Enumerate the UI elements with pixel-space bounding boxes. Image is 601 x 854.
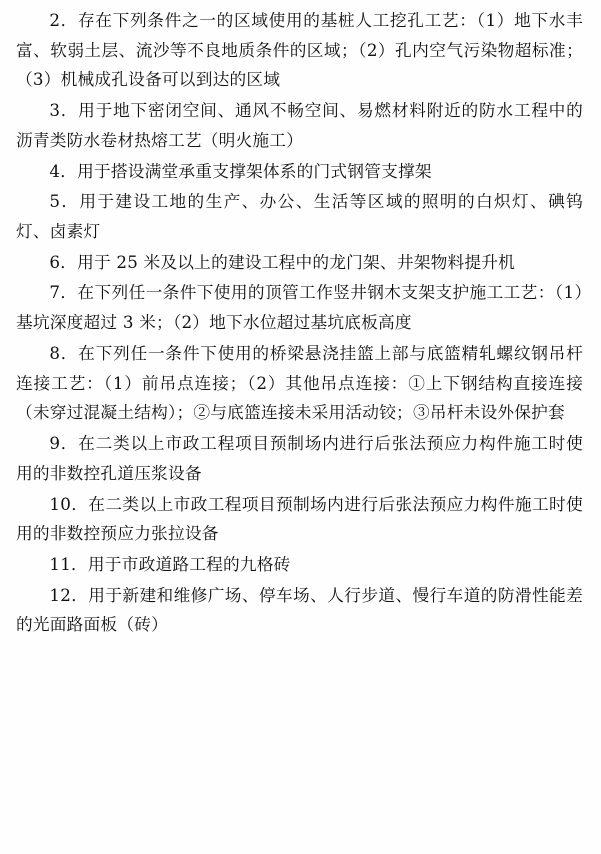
paragraph-item-3: 3．用于地下密闭空间、通风不畅空间、易燃材料附近的防水工程中的沥青类防水卷材热熔工艺（明火施工） bbox=[16, 100, 583, 150]
paragraph-item-11: 11．用于市政道路工程的九格砖 bbox=[49, 553, 291, 574]
paragraph-item-9: 9．在二类以上市政工程项目预制场内进行后张法预应力构件施工时使用的非数控孔道压浆设备 bbox=[16, 433, 583, 483]
paragraph-item-2: 2．存在下列条件之一的区域使用的基桩人工挖孔工艺：（1）地下水丰富、软弱土层、流沙等不良地质条件的区域；（2）孔内空气污染物超标准；（3）机械成孔设备可以到达的区域 bbox=[16, 10, 583, 90]
paragraph-item-7: 7．在下列任一条件下使用的顶管工作竖井钢木支架支护施工工艺：（1）基坑深度超过 3 米；（2）地下水位超过基坑底板高度 bbox=[16, 282, 583, 333]
paragraph-item-10: 10．在二类以上市政工程项目预制场内进行后张法预应力构件施工时使用的非数控预应力张拉设备 bbox=[16, 493, 583, 544]
paragraph-item-6: 6．用于 25 米及以上的建设工程中的龙门架、井架物料提升机 bbox=[49, 251, 516, 272]
paragraph-item-12: 12．用于新建和维修广场、停车场、人行步道、慢行车道的防滑性能差的光面路面板（砖） bbox=[16, 584, 583, 635]
paragraph-item-4: 4．用于搭设满堂承重支撑架体系的门式钢管支撑架 bbox=[49, 160, 432, 181]
paragraph-item-5: 5．用于建设工地的生产、办公、生活等区域的照明的白炽灯、碘钨灯、卤素灯 bbox=[16, 191, 583, 242]
paragraph-item-8: 8．在下列任一条件下使用的桥梁悬浇挂篮上部与底篮精轧螺纹钢吊杆连接工艺：（1）前吊点连接；（2）其他吊点连接：①上下钢结构直接连接（未穿过混凝土结构）；②与底篮连接未采用活动铰；③吊杆未设外保护套 bbox=[16, 342, 583, 423]
